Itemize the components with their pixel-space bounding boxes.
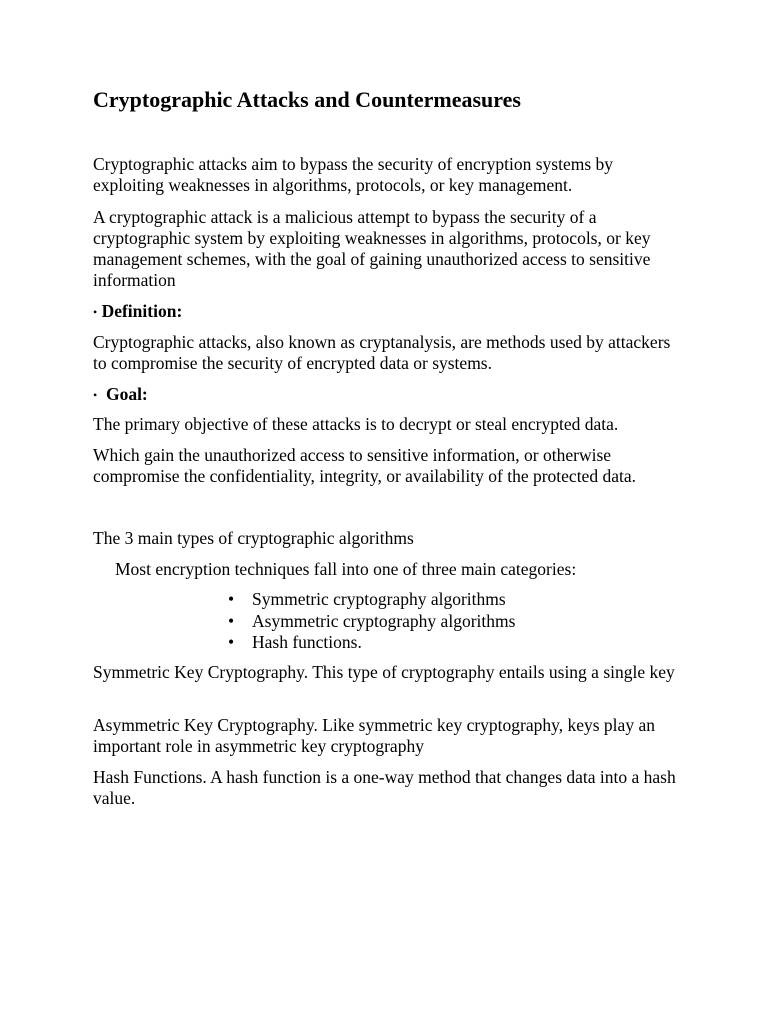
goal-heading: Goal: — [105, 384, 148, 404]
list-item — [228, 632, 515, 654]
types-heading: The 3 main types of cryptographic algorithms — [93, 528, 414, 548]
list-item-label: Symmetric cryptography algorithms — [252, 589, 506, 609]
asymmetric-paragraph: Asymmetric Key Cryptography. Like symmetric key cryptography, keys play an important role in asymmetric key cryptography — [93, 715, 655, 756]
intro-paragraph-1: Cryptographic attacks aim to bypass the security of encryption systems by exploiting weaknesses in algorithms, protocols, or key management. — [93, 154, 614, 195]
hash-paragraph: Hash Functions. A hash function is a one-way method that changes data into a hash value. — [93, 767, 676, 808]
goal-bullet — [93, 384, 148, 406]
list-item-label: Asymmetric cryptography algorithms — [252, 610, 516, 631]
bullet-icon: • — [228, 610, 235, 631]
list-item-label: Hash functions. — [252, 632, 362, 652]
list-item — [228, 589, 515, 611]
intro-paragraph-2: A cryptographic attack is a malicious attempt to bypass the security of a cryptographic system by exploiting weaknesses in algorithms, protocols, or key management schemes, with the goal of gaining unauthorized access to sensitive information — [93, 207, 651, 290]
goal-text-2: Which gain the unauthorized access to sensitive information, or otherwise compromise the confidentiality, integrity, or availability of the protected data. — [93, 445, 636, 486]
bullet-icon: • — [228, 632, 235, 652]
bullet-icon: • — [93, 305, 98, 319]
goal-text-1: The primary objective of these attacks is to decrypt or steal encrypted data. — [93, 414, 619, 434]
symmetric-paragraph: Symmetric Key Cryptography. This type of cryptography entails using a single key — [93, 662, 675, 682]
bullet-icon: • — [93, 388, 98, 402]
bullet-icon: • — [228, 589, 235, 609]
definition-text: Cryptographic attacks, also known as cryptanalysis, are methods used by attackers to compromise the security of encrypted data or systems. — [93, 332, 671, 373]
definition-bullet — [93, 301, 182, 323]
list-item — [228, 611, 515, 633]
algorithm-types-list — [228, 589, 515, 654]
document-title: Cryptographic Attacks and Countermeasures — [93, 87, 521, 112]
types-intro: Most encryption techniques fall into one of three main categories: — [115, 559, 577, 579]
definition-heading: Definition: — [101, 301, 183, 321]
